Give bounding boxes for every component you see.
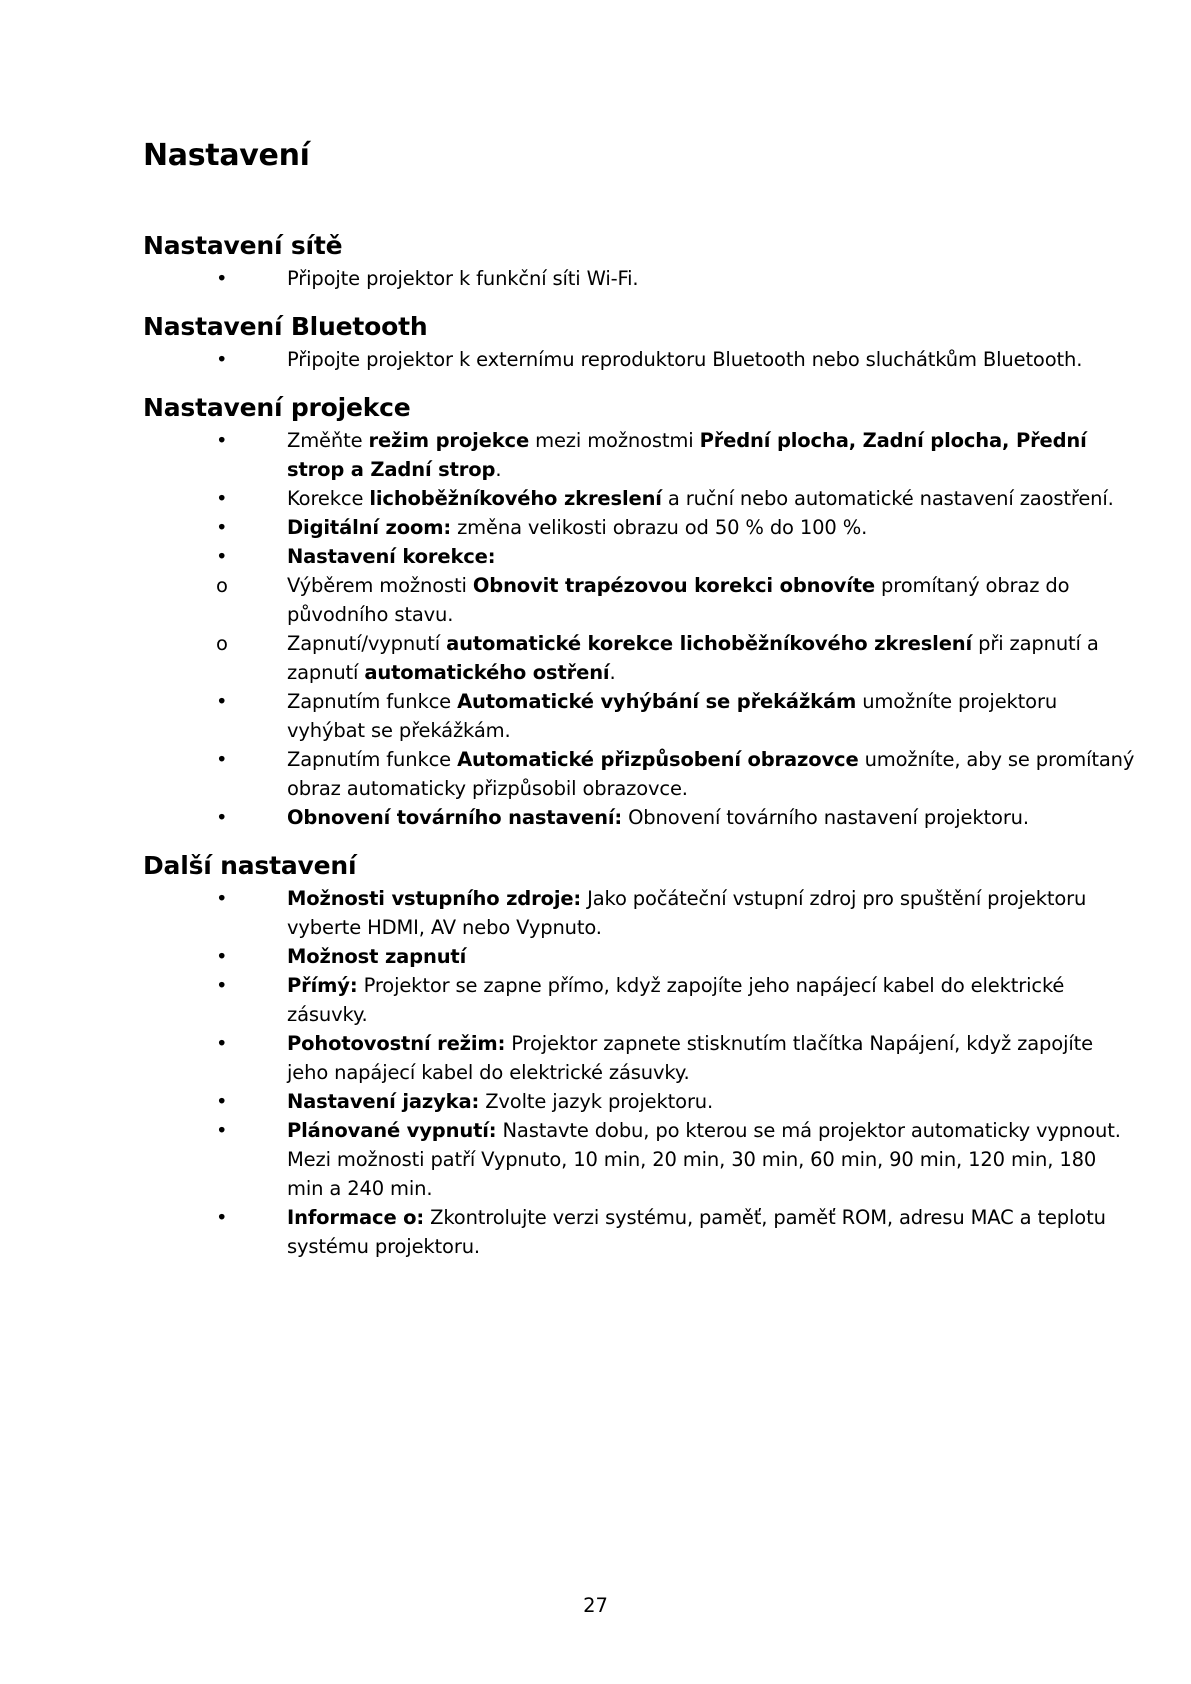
section [143,309,1083,374]
text: Korekce [287,487,370,510]
bold-text: Přímý: [287,974,358,997]
page-number: 27 [583,1594,608,1617]
bullet-marker: • [216,516,228,539]
list-item [215,1116,1135,1203]
text: promítaný obraz do původního stavu. [287,574,1070,626]
text: Zkontrolujte verzi systému, paměť, paměť ROM, adresu MAC a teplotu systému projektoru. [287,1206,1106,1258]
bold-text: Obnovení továrního nastavení: [287,806,623,829]
text: Projektor se zapne přímo, když zapojíte jeho napájecí kabel do elektrické zásuvky. [287,974,1065,1026]
text: mezi možnostmi [529,429,700,452]
text: umožníte projektoru vyhýbat se překážkám. [287,690,1058,742]
text: Projektor zapnete stisknutím tlačítka Napájení, když zapojíte jeho napájecí kabel do elektrické zásuvky. [287,1032,1093,1084]
bullet-marker: • [216,974,228,997]
text: umožníte, aby se promítaný obraz automaticky přizpůsobil obrazovce. [287,748,1135,800]
bullet-marker: • [216,945,228,968]
section [143,228,1063,293]
list-item [215,1203,1135,1261]
section [143,848,1121,1261]
bullet-marker: • [216,267,228,290]
list-item [215,513,1135,542]
text: Zapnutím funkce [287,748,458,771]
text: při zapnutí a zapnutí [287,632,1099,684]
text: . [495,458,502,481]
list-item [215,942,1135,971]
bold-text: Možnost zapnutí [287,945,467,968]
text: Obnovení továrního nastavení projektoru. [622,806,1029,829]
bold-text: Automatické vyhýbání se překážkám [457,690,857,713]
bold-text: Automatické přizpůsobení obrazovce [457,748,859,771]
list-item [215,264,1135,293]
bullet-marker: • [216,1206,228,1229]
list-item [215,687,1135,745]
list-item [215,971,1135,1029]
text: a ruční nebo automatické nastavení zaostření. [661,487,1114,510]
text: . [609,661,616,684]
text: Jako počáteční vstupní zdroj pro spuštění projektoru vyberte HDMI, AV nebo Vypnuto. [287,887,1087,939]
bullet-marker: • [216,806,228,829]
text: Připojte projektor k funkční síti Wi-Fi. [287,267,639,290]
bullet-marker: • [216,887,228,910]
text: změna velikosti obrazu od 50 % do 100 %. [451,516,868,539]
text: Zapnutí/vypnutí [287,632,447,655]
bullet-marker: • [216,487,228,510]
bold-text: automatické korekce lichoběžníkového zkreslení [446,632,973,655]
sections-container [143,228,1135,1261]
bold-text: Obnovit trapézovou korekci obnovíte [472,574,875,597]
text: Zvolte jazyk projektoru. [479,1090,714,1113]
text: Nastavte dobu, po kterou se má projektor automaticky vypnout. Mezi možnosti patří Vypnuto, 10 min, 20 min, 30 min, 60 min, 90 min, 120 min, 180 min a 240 min. [287,1119,1121,1200]
text: Připojte projektor k externímu reproduktoru Bluetooth nebo sluchátkům Bluetooth. [287,348,1083,371]
sub-bullet-marker: o [216,632,228,655]
bold-text: lichoběžníkového zkreslení [369,487,662,510]
bullet-marker: • [216,690,228,713]
bullet-marker: • [216,1090,228,1113]
page-title: Nastavení [143,138,310,173]
bullet-marker: • [216,748,228,771]
text: Změňte [287,429,369,452]
list-item [215,1087,1135,1116]
bold-text: Pohotovostní režim: [287,1032,506,1055]
list-item [215,571,1135,629]
list-item [215,745,1135,803]
section-heading: Nastavení projekce [143,393,411,422]
text: Výběrem možnosti [287,574,473,597]
bold-text: Přední plocha, Zadní plocha, Přední strop a Zadní strop [287,429,1087,481]
bullet-marker: • [216,1119,228,1142]
bold-text: Plánované vypnutí: [287,1119,497,1142]
bold-text: Nastavení korekce: [287,545,496,568]
list-item [215,803,1135,832]
bullet-marker: • [216,1032,228,1055]
page-content [143,134,1135,1277]
bold-text: Informace o: [287,1206,425,1229]
list-item [215,426,1135,484]
bold-text: Nastavení jazyka: [287,1090,480,1113]
bullet-marker: • [216,545,228,568]
bullet-marker: • [216,348,228,371]
bullet-marker: • [216,429,228,452]
list-item [215,484,1135,513]
list-item [215,542,1135,571]
list-item [215,884,1135,942]
section-heading: Nastavení Bluetooth [143,312,428,341]
sub-bullet-marker: o [216,574,228,597]
list-item [215,1029,1135,1087]
bold-text: automatického ostření [364,661,610,684]
bold-text: Digitální zoom: [287,516,452,539]
bold-text: režim projekce [368,429,530,452]
list-item [215,345,1135,374]
section-heading: Další nastavení [143,851,357,880]
section-heading: Nastavení sítě [143,231,343,260]
section [143,390,1135,832]
bold-text: Možnosti vstupního zdroje: [287,887,582,910]
list-item [215,629,1135,687]
text: Zapnutím funkce [287,690,458,713]
